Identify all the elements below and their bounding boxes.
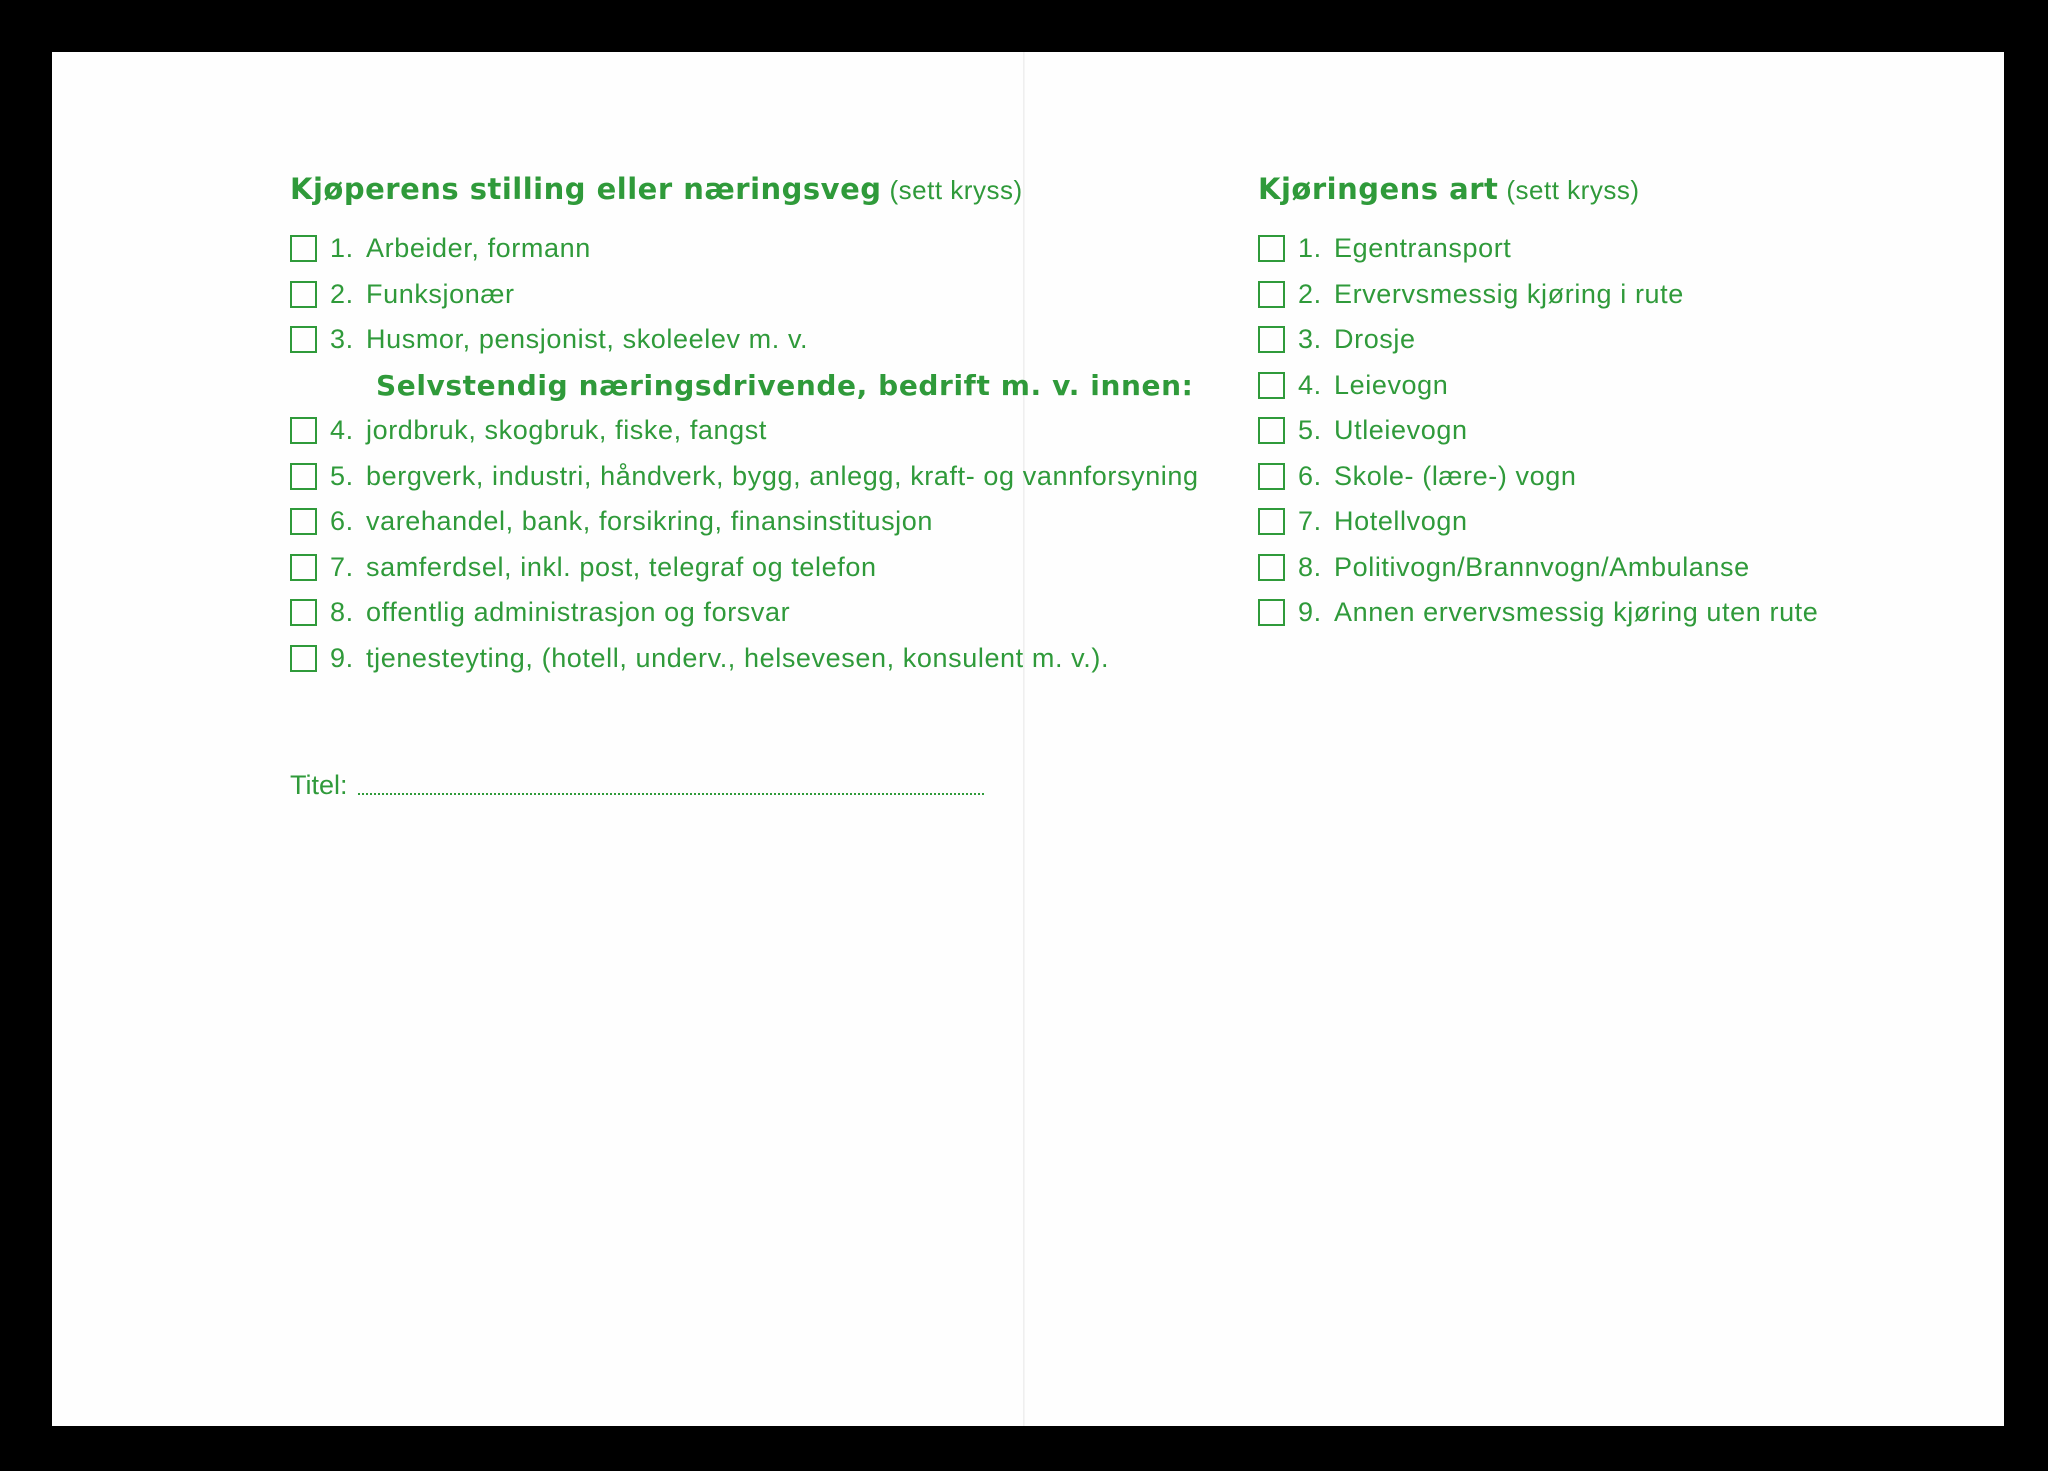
option-number: 9. [330,642,354,673]
buyer-heading [290,166,1250,212]
option-number: 9. [1298,597,1322,628]
option-number: 5. [1298,415,1322,446]
buyer-section [290,166,1250,681]
driving-option-2 [1258,272,1998,318]
title-field [290,770,984,801]
driving-option-4 [1258,363,1998,409]
option-label: varehandel, bank, forsikring, finansinstitusjon [366,506,933,537]
driving-option-6 [1258,454,1998,500]
option-label: offentlig administrasjon og forsvar [366,597,791,628]
self-employed-subheading: Selvstendig næringsdrivende, bedrift m. v. innen: [376,368,1194,402]
buyer-option-2 [290,272,1250,318]
driving-option-5 [1258,408,1998,454]
option-number: 3. [330,324,354,355]
option-label: Egentransport [1334,233,1512,264]
buyer-option-5 [290,454,1250,500]
driving-option-1 [1258,226,1998,272]
option-number: 4. [330,415,354,446]
option-number: 3. [1298,324,1322,355]
checkbox-buyer-8[interactable] [290,599,317,626]
driving-option-8 [1258,545,1998,591]
option-number: 6. [1298,460,1322,491]
option-number: 2. [330,278,354,309]
driving-section [1258,166,1998,636]
checkbox-buyer-6[interactable] [290,508,317,535]
checkbox-buyer-5[interactable] [290,463,317,490]
option-number: 5. [330,460,354,491]
option-label: Drosje [1334,324,1416,355]
checkbox-buyer-2[interactable] [290,281,317,308]
driving-option-3 [1258,317,1998,363]
option-label: Husmor, pensjonist, skoleelev m. v. [366,324,809,355]
buyer-option-6 [290,499,1250,545]
title-input-line[interactable] [358,791,984,795]
option-number: 7. [1298,506,1322,537]
checkbox-buyer-4[interactable] [290,417,317,444]
option-label: bergverk, industri, håndverk, bygg, anlegg, kraft- og vannforsyning [366,460,1199,491]
buyer-option-4 [290,408,1250,454]
checkbox-buyer-7[interactable] [290,554,317,581]
option-label: tjenesteyting, (hotell, underv., helsevesen, konsulent m. v.). [366,642,1110,673]
driving-heading-text: Kjøringens art [1258,172,1499,206]
checkbox-driving-6[interactable] [1258,463,1285,490]
option-number: 7. [330,551,354,582]
option-number: 8. [1298,551,1322,582]
option-label: Ervervsmessig kjøring i rute [1334,278,1684,309]
driving-list [1258,226,1998,636]
buyer-list [290,226,1250,681]
checkbox-driving-3[interactable] [1258,326,1285,353]
option-number: 1. [1298,233,1322,264]
title-label: Titel: [290,770,348,800]
option-label: Skole- (lære-) vogn [1334,460,1577,491]
checkbox-buyer-1[interactable] [290,235,317,262]
driving-heading-note: (sett kryss) [1506,175,1640,205]
checkbox-driving-8[interactable] [1258,554,1285,581]
buyer-heading-note: (sett kryss) [889,175,1023,205]
buyer-option-3 [290,317,1250,363]
driving-option-7 [1258,499,1998,545]
checkbox-driving-9[interactable] [1258,599,1285,626]
option-number: 6. [330,506,354,537]
checkbox-driving-5[interactable] [1258,417,1285,444]
option-label: Politivogn/Brannvogn/Ambulanse [1334,551,1750,582]
option-number: 1. [330,233,354,264]
option-number: 4. [1298,369,1322,400]
checkbox-driving-2[interactable] [1258,281,1285,308]
buyer-option-7 [290,545,1250,591]
checkbox-driving-4[interactable] [1258,372,1285,399]
driving-option-9 [1258,590,1998,636]
option-label: Hotellvogn [1334,506,1468,537]
checkbox-buyer-3[interactable] [290,326,317,353]
option-label: Arbeider, formann [366,233,591,264]
option-number: 8. [330,597,354,628]
checkbox-driving-1[interactable] [1258,235,1285,262]
buyer-option-8 [290,590,1250,636]
option-label: Leievogn [1334,369,1449,400]
option-label: jordbruk, skogbruk, fiske, fangst [366,415,767,446]
option-label: Funksjonær [366,278,515,309]
checkbox-buyer-9[interactable] [290,645,317,672]
option-label: Utleievogn [1334,415,1468,446]
buyer-option-1 [290,226,1250,272]
checkbox-driving-7[interactable] [1258,508,1285,535]
option-label: Annen ervervsmessig kjøring uten rute [1334,597,1819,628]
driving-heading [1258,166,1998,212]
buyer-heading-text: Kjøperens stilling eller næringsveg [290,172,882,206]
option-number: 2. [1298,278,1322,309]
option-label: samferdsel, inkl. post, telegraf og telefon [366,551,877,582]
buyer-option-9 [290,636,1250,682]
